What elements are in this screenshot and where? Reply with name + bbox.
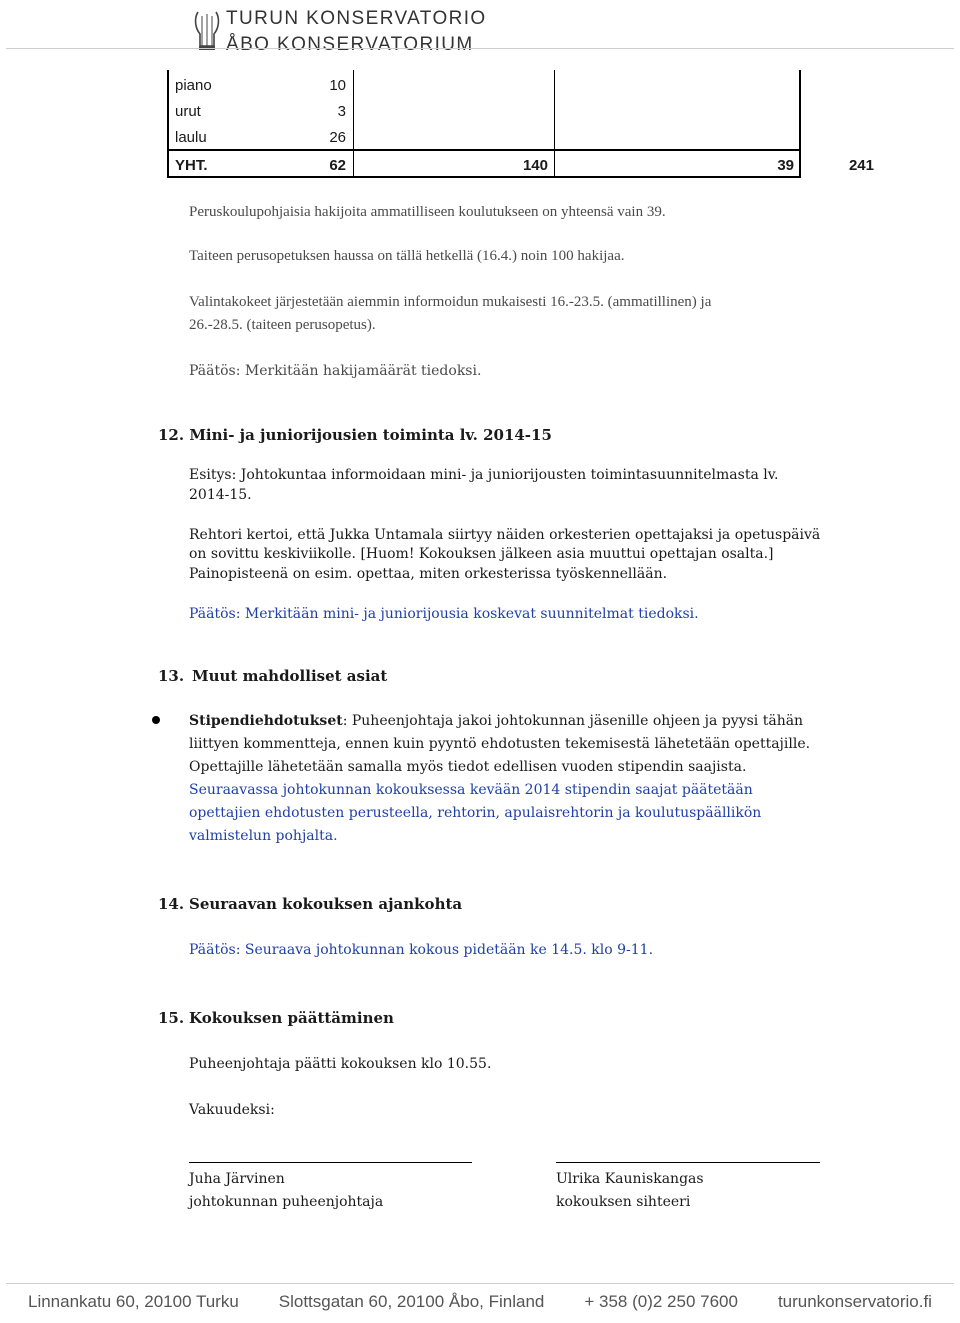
section-13-title: Muut mahdolliset asiat bbox=[192, 667, 388, 685]
section-12-proposal-2: 2014-15. bbox=[189, 487, 252, 503]
footer bbox=[28, 1292, 932, 1312]
table-total-v4: 241 bbox=[848, 157, 874, 174]
section-14-decision: Päätös: Seuraava johtokunnan kokous pidetään ke 14.5. klo 9-11. bbox=[189, 942, 654, 958]
table-border-col1 bbox=[353, 70, 354, 178]
footer-divider bbox=[6, 1283, 954, 1284]
table-row-value: 10 bbox=[329, 77, 346, 94]
attestation-label: Vakuudeksi: bbox=[189, 1102, 275, 1118]
section-13-blue-line-3: valmistelun pohjalta. bbox=[189, 828, 338, 844]
table-row-value: 3 bbox=[337, 103, 346, 120]
section-15-title: Kokouksen päättäminen bbox=[189, 1009, 394, 1027]
table-total-label: YHT. bbox=[175, 157, 208, 174]
scholarship-term: Stipendiehdotukset bbox=[189, 713, 343, 729]
table-row-label: piano bbox=[175, 77, 212, 94]
lyre-icon bbox=[192, 8, 222, 52]
table-total-top bbox=[167, 149, 801, 151]
table-total-v2: 140 bbox=[522, 157, 548, 174]
footer-address-sv: Slottsgatan 60, 20100 Åbo, Finland bbox=[278, 1292, 545, 1311]
bullet-icon bbox=[152, 716, 160, 724]
section-14-title: Seuraavan kokouksen ajankohta bbox=[189, 895, 463, 913]
signature-line-secretary bbox=[556, 1162, 820, 1163]
section-13-number: 13. bbox=[158, 667, 185, 685]
section-12-heading: 12. Mini- ja juniorijousien toiminta lv. 2014-15 bbox=[158, 426, 552, 444]
table-border-left bbox=[167, 70, 169, 178]
signature-role-chair: johtokunnan puheenjohtaja bbox=[189, 1194, 384, 1210]
header-title-fi: TURUN KONSERVATORIO bbox=[226, 8, 487, 29]
section-13-blue-line-1: Seuraavassa johtokunnan kokouksessa kevään 2014 stipendin saajat päätetään bbox=[189, 782, 753, 798]
footer-address-fi: Linnankatu 60, 20100 Turku bbox=[28, 1292, 239, 1311]
table-total-v3: 39 bbox=[777, 157, 794, 174]
paragraph-entrance-exams-2: 26.-28.5. (taiteen perusopetus). bbox=[189, 317, 376, 333]
section-12-rector-1: Rehtori kertoi, että Jukka Untamala siirtyy näiden orkesterien opettajaksi ja opetuspäivä bbox=[189, 527, 821, 543]
section-13-bullet-line-3: Opettajille lähetetään samalla myös tiedot edellisen vuoden stipendin saajista. bbox=[189, 759, 747, 775]
table-row-value: 26 bbox=[329, 129, 346, 146]
table-total-v1: 62 bbox=[329, 157, 346, 174]
section-13-bullet-line-2: liittyen kommentteja, ennen kuin pyyntö ehdotusten tekemisestä lähetetään opettajille. bbox=[189, 736, 811, 752]
header-divider bbox=[6, 48, 954, 49]
section-15-text: Puheenjohtaja päätti kokouksen klo 10.55. bbox=[189, 1056, 492, 1072]
paragraph-applicants: Peruskoulupohjaisia hakijoita ammatilliseen koulutukseen on yhteensä vain 39. bbox=[189, 204, 666, 220]
footer-phone: + 358 (0)2 250 7600 bbox=[584, 1292, 738, 1311]
footer-website[interactable]: turunkonservatorio.fi bbox=[777, 1292, 932, 1311]
section-12-rector-2: on sovittu keskiviikolle. [Huom! Kokouksen jälkeen asia muuttui opettajan osalta.] bbox=[189, 546, 774, 562]
table-total-bottom bbox=[167, 176, 801, 178]
paragraph-basic-education: Taiteen perusopetuksen haussa on tällä hetkellä (16.4.) noin 100 hakijaa. bbox=[189, 248, 625, 264]
section-14-number: 14. bbox=[158, 895, 185, 913]
signature-role-secretary: kokouksen sihteeri bbox=[556, 1194, 691, 1210]
signature-line-chair bbox=[189, 1162, 472, 1163]
section-15-number: 15. bbox=[158, 1009, 185, 1027]
signature-name-secretary: Ulrika Kauniskangas bbox=[556, 1171, 704, 1187]
section-13-blue-line-2: opettajien ehdotusten perusteella, rehtorin, apulaisrehtorin ja koulutuspäällikön bbox=[189, 805, 762, 821]
section-12-proposal-1: Esitys: Johtokuntaa informoidaan mini- ja juniorijousten toimintasuunnitelmasta lv. bbox=[189, 467, 779, 483]
signature-name-chair: Juha Järvinen bbox=[189, 1171, 285, 1187]
section-13-bullet-line-1 bbox=[189, 710, 849, 733]
decision-applicants: Päätös: Merkitään hakijamäärät tiedoksi. bbox=[189, 363, 482, 379]
header-title-sv: ÅBO KONSERVATORIUM bbox=[226, 34, 474, 55]
paragraph-entrance-exams-1: Valintakokeet järjestetään aiemmin informoidun mukaisesti 16.-23.5. (ammatillinen) ja bbox=[189, 294, 712, 310]
table-row-label: urut bbox=[175, 103, 201, 120]
section-12-rector-3: Painopisteenä on esim. opettaa, miten orkesterissa työskennellään. bbox=[189, 566, 668, 582]
table-border-col3 bbox=[799, 70, 801, 178]
table-border-col2 bbox=[554, 70, 555, 178]
section-12-decision: Päätös: Merkitään mini- ja juniorijousia koskevat suunnitelmat tiedoksi. bbox=[189, 606, 699, 622]
table-row-label: laulu bbox=[175, 129, 207, 146]
scholarship-text: : Puheenjohtaja jakoi johtokunnan jäsenille ohjeen ja pyysi tähän bbox=[342, 713, 804, 729]
header-title bbox=[226, 6, 487, 58]
